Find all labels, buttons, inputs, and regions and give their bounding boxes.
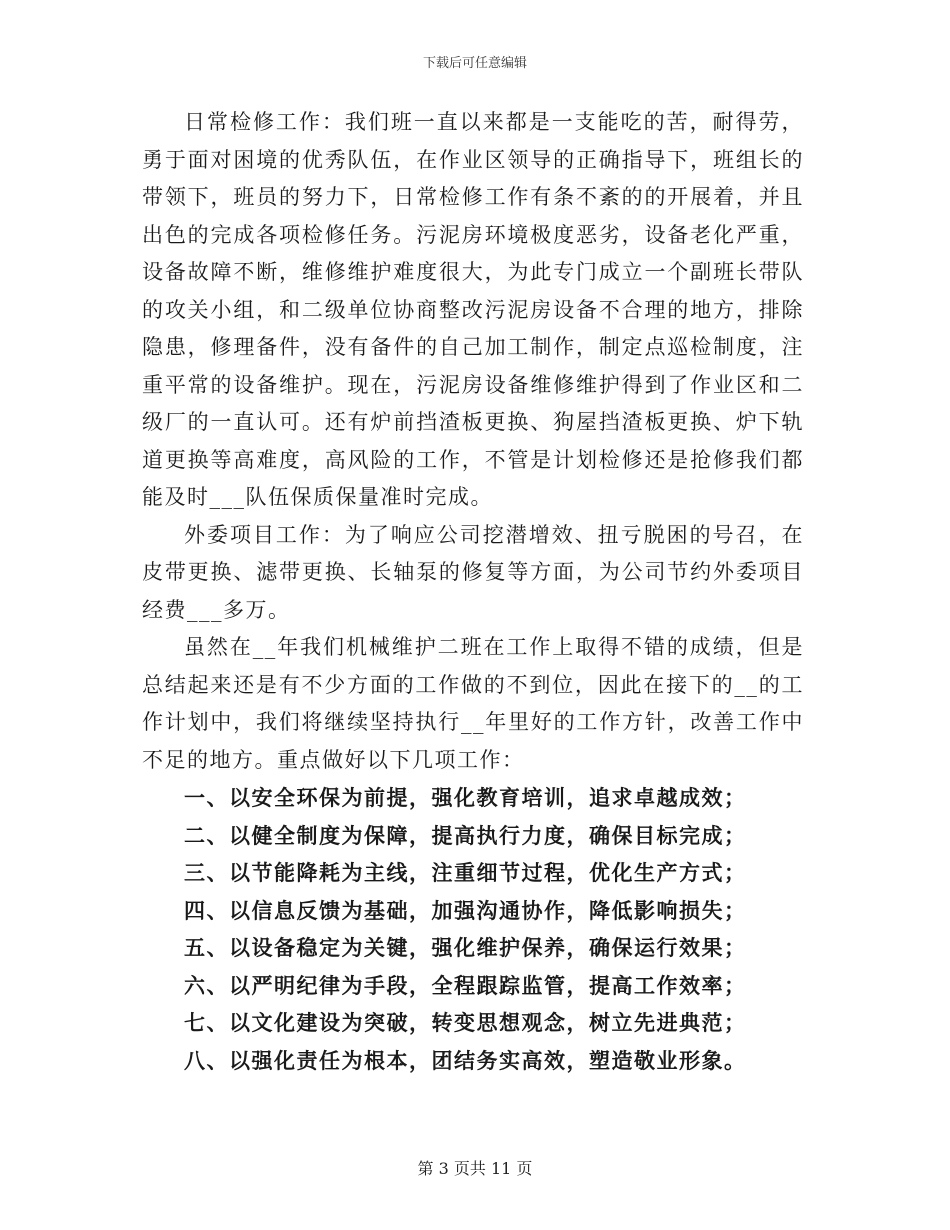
document-body	[142, 104, 804, 1079]
paragraph-routine-maintenance: 日常检修工作：我们班一直以来都是一支能吃的苦，耐得劳，勇于面对困境的优秀队伍，在作业区领导的正确指导下，班组长的带领下，班员的努力下，日常检修工作有条不紊的的开展着，并且出色的完成各项检修任务。污泥房环境极度恶劣，设备老化严重，设备故障不断，维修维护难度很大，为此专门成立一个副班长带队的攻关小组，和二级单位协商整改污泥房设备不合理的地方，排除隐患，修理备件，没有备件的自己加工制作，制定点巡检制度，注重平常的设备维护。现在，污泥房设备维修维护得到了作业区和二级厂的一直认可。还有炉前挡渣板更换、狗屋挡渣板更换、炉下轨道更换等高难度，高风险的工作，不管是计划检修还是抢修我们都能及时___队伍保质保量准时完成。	[142, 110, 804, 509]
list-item: 五、以设备稳定为关键，强化维护保养，确保运行效果；	[184, 935, 747, 960]
list-item: 四、以信息反馈为基础，加强沟通协作，降低影响损失；	[184, 897, 747, 923]
list-item: 一、以安全环保为前提，强化教育培训，追求卓越成效；	[184, 785, 747, 810]
work-items-list	[142, 779, 804, 1079]
paragraph-summary-plan: 虽然在__年我们机械维护二班在工作上取得不错的成绩，但是总结起来还是有不少方面的工作做的不到位，因此在接下的__的工作计划中，我们将继续坚持执行__年里好的工作方针，改善工作中不足的地方。重点做好以下几项工作：	[142, 635, 804, 772]
paragraph-outsourced-projects: 外委项目工作：为了响应公司挖潜增效、扭亏脱困的号召，在皮带更换、滤带更换、长轴泵的修复等方面，为公司节约外委项目经费___多万。	[142, 522, 804, 622]
list-item: 八、以强化责任为根本，团结务实高效，塑造敬业形象。	[184, 1047, 747, 1073]
page-header-note: 下载后可任意编辑	[422, 56, 527, 71]
list-item: 六、以严明纪律为手段，全程跟踪监管，提高工作效率；	[184, 972, 747, 998]
page-number: 第 3 页共 11 页	[417, 1159, 533, 1178]
list-item: 三、以节能降耗为主线，注重细节过程，优化生产方式；	[184, 860, 747, 885]
list-item: 七、以文化建设为突破，转变思想观念，树立先进典范；	[184, 1010, 747, 1035]
list-item: 二、以健全制度为保障，提高执行力度，确保目标完成；	[184, 822, 747, 848]
